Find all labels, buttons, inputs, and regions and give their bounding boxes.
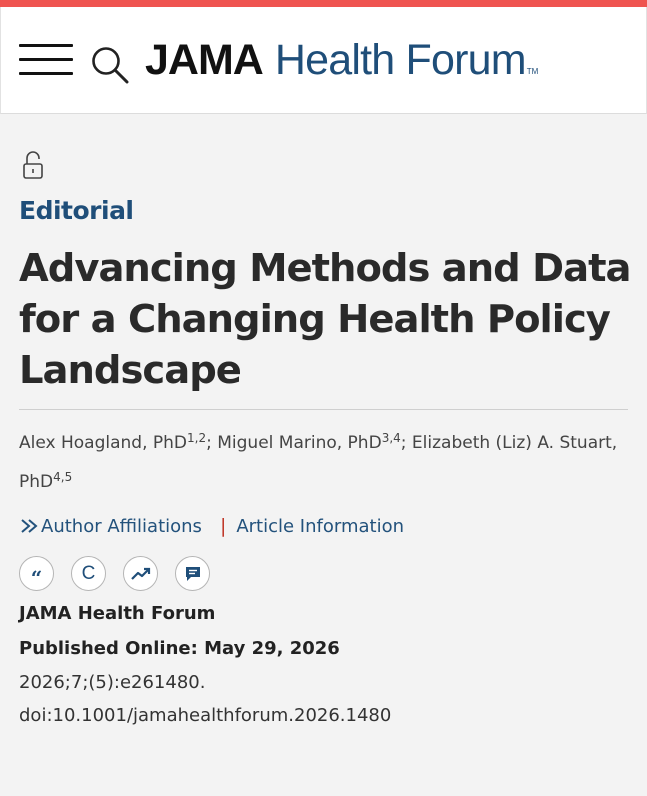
logo-jama: JAMA [145, 36, 263, 84]
cite-icon: C [81, 562, 96, 584]
site-header [0, 7, 647, 114]
author-affiliation-number: 1,2 [187, 431, 207, 445]
author-affiliations-link[interactable]: Author Affiliations [41, 515, 202, 537]
double-chevron-right-icon [19, 517, 41, 535]
cite-button[interactable] [71, 556, 106, 591]
logo-trademark: TM [526, 67, 539, 76]
comment-button[interactable] [175, 556, 210, 591]
citation-volume: 2026;7;(5):e261480. [19, 672, 206, 693]
hamburger-menu-icon [19, 44, 73, 47]
top-accent-stripe [0, 0, 647, 7]
unlocked-icon [22, 150, 44, 180]
search-button[interactable] [89, 44, 131, 86]
hamburger-menu-icon-bar [19, 72, 73, 75]
search-icon [89, 44, 131, 86]
author-name[interactable]: Miguel Marino, PhD [217, 433, 382, 453]
author-separator: ; [400, 433, 412, 453]
journal-logo[interactable] [145, 36, 538, 92]
article-title: Advancing Methods and Data for a Changing Health Policy Landscape [19, 246, 631, 393]
quote-icon: “ [30, 565, 43, 590]
author-affiliation-number: 4,5 [53, 470, 73, 484]
author-affiliation-number: 3,4 [381, 431, 401, 445]
quote-button[interactable] [19, 556, 54, 591]
author-list [19, 424, 619, 502]
doi: doi:10.1001/jamahealthforum.2026.1480 [19, 705, 392, 726]
article-tools [19, 556, 210, 591]
hamburger-menu-icon-bar [19, 58, 73, 61]
article-links [19, 515, 404, 537]
article-type: Editorial [19, 196, 134, 225]
menu-button[interactable] [19, 44, 73, 76]
author-separator: ; [206, 433, 218, 453]
comment-icon [184, 565, 202, 583]
link-separator: | [219, 515, 227, 537]
journal-name: JAMA Health Forum [19, 603, 216, 624]
logo-health-forum: Health Forum [274, 36, 526, 84]
metrics-trend-icon [131, 567, 151, 581]
publication-date: Published Online: May 29, 2026 [19, 638, 340, 659]
article-information-link[interactable]: Article Information [236, 515, 405, 537]
metrics-button[interactable] [123, 556, 158, 591]
title-divider [19, 409, 628, 410]
author-name[interactable]: Alex Hoagland, PhD [19, 433, 187, 453]
author-name[interactable]: Elizabeth (Liz) A. Stuart, PhD [19, 433, 618, 492]
